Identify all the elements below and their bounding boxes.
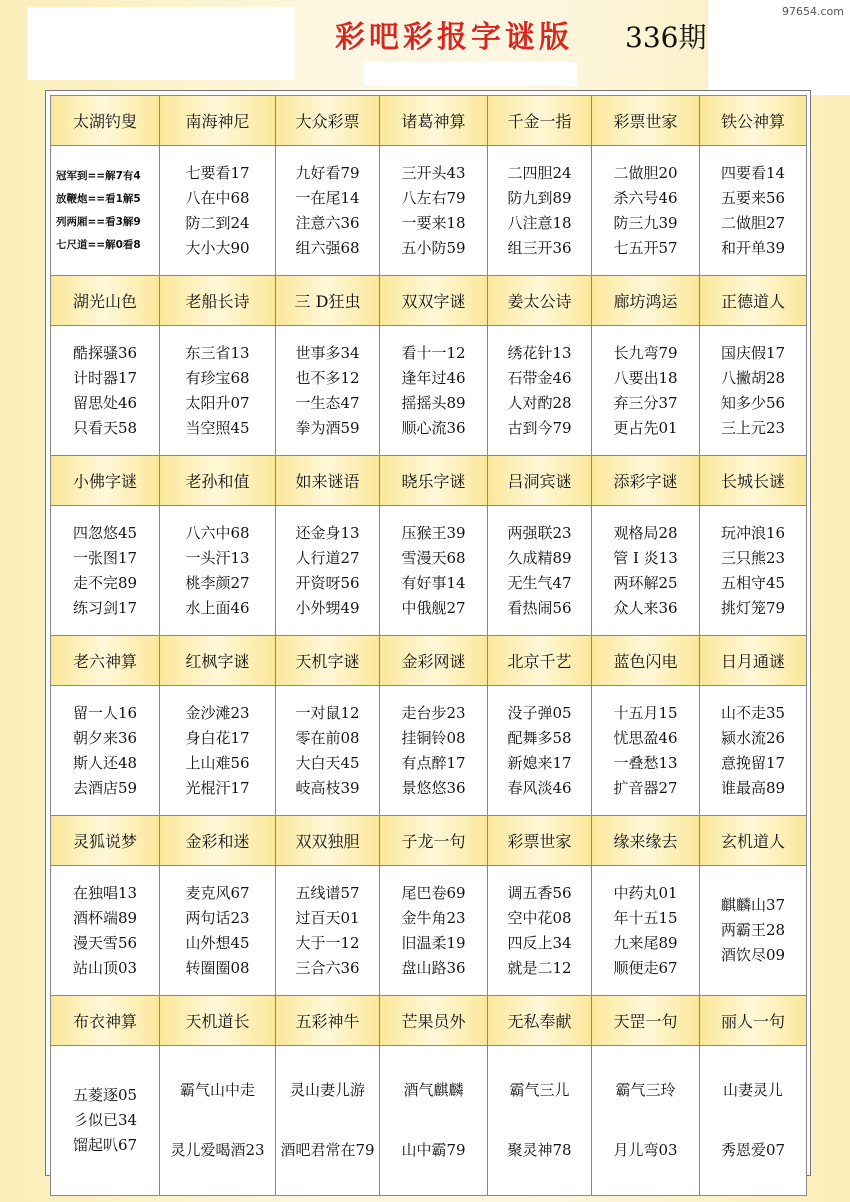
riddle-cell xyxy=(51,326,160,456)
riddle-line: 四要看14 xyxy=(720,163,786,182)
riddle-line: 众人来36 xyxy=(613,598,678,617)
riddle-line: 防二到24 xyxy=(185,213,250,232)
riddle-line: 去酒店59 xyxy=(72,778,138,797)
riddle-line: 拳为酒59 xyxy=(295,418,360,437)
riddle-line: 压猴王39 xyxy=(401,523,466,542)
riddle-cell xyxy=(160,1046,276,1196)
riddle-line: 太阳升07 xyxy=(185,393,250,412)
riddle-line: 在独唱13 xyxy=(72,883,138,902)
column-header: 长城长谜 xyxy=(700,456,807,506)
riddle-line: 弃三分37 xyxy=(613,393,678,412)
riddle-line: 四反上34 xyxy=(507,933,572,952)
riddle-cell xyxy=(700,146,807,276)
column-header: 小佛字谜 xyxy=(51,456,160,506)
riddle-line: 空中花08 xyxy=(507,908,572,927)
riddle-line: 五线谱57 xyxy=(295,883,360,902)
riddle-cell xyxy=(276,1046,380,1196)
blank-panel-center xyxy=(364,62,577,86)
column-header: 灵狐说梦 xyxy=(51,816,160,866)
column-header: 北京千艺 xyxy=(488,636,592,686)
riddle-line: 顺便走67 xyxy=(613,958,678,977)
riddle-line: 水上面46 xyxy=(185,598,250,617)
riddle-line: 扩音器27 xyxy=(613,778,678,797)
column-header: 玄机道人 xyxy=(700,816,807,866)
riddle-line: 谁最高89 xyxy=(720,778,786,797)
riddle-line: 观格局28 xyxy=(613,523,678,542)
column-header: 布衣神算 xyxy=(51,996,160,1046)
riddle-line: 彡似已34 xyxy=(72,1111,138,1129)
column-header: 日月通谜 xyxy=(700,636,807,686)
blank-panel-left xyxy=(27,7,295,80)
riddle-cell xyxy=(488,1046,592,1196)
riddle-line: 意挽留17 xyxy=(720,753,786,772)
riddle-line: 两强联23 xyxy=(507,523,572,542)
riddle-line: 顺心流36 xyxy=(401,418,466,437)
riddle-line: 人行道27 xyxy=(295,548,360,567)
riddle-cell xyxy=(592,146,700,276)
riddle-line: 五相守45 xyxy=(720,573,786,592)
riddle-line: 山中霸79 xyxy=(401,1141,466,1160)
column-header: 诸葛神算 xyxy=(380,96,488,146)
riddle-line: 三开头43 xyxy=(401,163,466,182)
riddle-line: 两霸王28 xyxy=(720,921,786,939)
riddle-line: 组三开36 xyxy=(507,238,572,257)
riddle-cell xyxy=(51,686,160,816)
riddle-line: 秀恩爱07 xyxy=(720,1141,786,1160)
riddle-cell xyxy=(488,866,592,996)
riddle-line: 春风淡46 xyxy=(507,778,572,797)
riddle-line: 金牛角23 xyxy=(401,908,466,927)
riddle-line: 走不完89 xyxy=(72,573,138,592)
riddle-line: 挑灯笼79 xyxy=(720,598,786,617)
riddle-line: 中药丸01 xyxy=(613,883,678,902)
riddle-line: 金沙滩23 xyxy=(185,703,250,722)
column-header: 金彩和迷 xyxy=(160,816,276,866)
riddle-line: 一叠愁13 xyxy=(613,753,678,772)
riddle-line: 八撇胡28 xyxy=(720,368,786,387)
riddle-line: 和开单39 xyxy=(720,238,786,257)
column-header: 如来谜语 xyxy=(276,456,380,506)
riddle-line: 大白天45 xyxy=(295,753,360,772)
riddle-cell xyxy=(700,866,807,996)
riddle-line: 九好看79 xyxy=(295,163,360,182)
column-header: 老孙和值 xyxy=(160,456,276,506)
riddle-line: 组六强68 xyxy=(295,238,360,257)
riddle-line: 杀六号46 xyxy=(613,188,678,207)
riddle-line: 霸气山中走 xyxy=(179,1080,255,1099)
column-header: 天机道长 xyxy=(160,996,276,1046)
riddle-line: 计时器17 xyxy=(72,368,138,387)
riddle-cell xyxy=(276,686,380,816)
riddle-line: 雪漫天68 xyxy=(401,548,466,567)
column-header: 南海神尼 xyxy=(160,96,276,146)
column-header: 五彩神牛 xyxy=(276,996,380,1046)
riddle-line: 灵山妻儿游 xyxy=(289,1080,365,1099)
riddle-line: 看十一12 xyxy=(401,343,466,362)
riddle-cell xyxy=(51,1046,160,1196)
riddle-line: 玩冲浪16 xyxy=(720,523,786,542)
riddle-line: 调五香56 xyxy=(507,883,572,902)
riddle-line: 七五开57 xyxy=(613,238,678,257)
riddle-line: 九来尾89 xyxy=(613,933,678,952)
riddle-cell xyxy=(160,146,276,276)
riddle-line: 石带金46 xyxy=(507,368,572,387)
riddle-line: 东三省13 xyxy=(185,343,250,362)
riddle-line: 山妻灵儿 xyxy=(722,1080,783,1099)
riddle-line: 桃李颜27 xyxy=(185,573,250,592)
riddle-line: 走台步23 xyxy=(401,703,466,722)
riddle-line: 站山顶03 xyxy=(72,958,138,977)
column-header: 天罡一句 xyxy=(592,996,700,1046)
riddle-cell xyxy=(700,686,807,816)
column-header: 太湖钓叟 xyxy=(51,96,160,146)
riddle-cell xyxy=(160,506,276,636)
riddle-line: 更占先01 xyxy=(613,418,678,437)
watermark: 97654.com xyxy=(782,5,844,18)
riddle-line: 二四胆24 xyxy=(507,163,572,182)
riddle-line: 转圈圈08 xyxy=(185,958,250,977)
riddle-line: 酒饮尽09 xyxy=(720,946,786,964)
riddle-line: 酒杯端89 xyxy=(72,908,138,927)
riddle-line: 山外想45 xyxy=(185,933,250,952)
riddle-cell xyxy=(51,866,160,996)
riddle-cell xyxy=(592,686,700,816)
riddle-line: 防九到89 xyxy=(507,188,572,207)
riddle-line: 绣花针13 xyxy=(507,343,572,362)
riddle-line: 尾巴卷69 xyxy=(401,883,466,902)
riddle-line: 八在中68 xyxy=(185,188,250,207)
riddle-line: 月儿弯03 xyxy=(613,1141,678,1160)
riddle-line: 小外甥49 xyxy=(295,598,360,617)
riddle-line: 新媳来17 xyxy=(507,753,572,772)
riddle-line: 古到今79 xyxy=(507,418,572,437)
riddle-line: 二做胆20 xyxy=(613,163,678,182)
riddle-line: 有好事14 xyxy=(401,573,466,592)
riddle-line: 无生气47 xyxy=(507,573,572,592)
riddle-cell xyxy=(160,686,276,816)
riddle-line: 盘山路36 xyxy=(401,958,466,977)
riddle-line: 世事多34 xyxy=(295,343,360,362)
column-header: 双双独胆 xyxy=(276,816,380,866)
column-header: 正德道人 xyxy=(700,276,807,326)
riddle-line: 大于一12 xyxy=(295,933,360,952)
riddle-line: 斯人还48 xyxy=(72,753,138,772)
riddle-line: 岐高枝39 xyxy=(295,778,360,797)
column-header: 添彩字谜 xyxy=(592,456,700,506)
riddle-line: 放鞭炮==看1解5 xyxy=(56,192,141,205)
riddle-line: 三上元23 xyxy=(720,418,786,437)
riddle-cell xyxy=(160,866,276,996)
riddle-line: 只看天58 xyxy=(72,418,138,437)
riddle-line: 摇摇头89 xyxy=(401,393,466,412)
column-header: 金彩网谜 xyxy=(380,636,488,686)
riddle-cell xyxy=(160,326,276,456)
riddle-line: 管 I 炎13 xyxy=(613,548,678,567)
column-header: 老船长诗 xyxy=(160,276,276,326)
riddle-line: 挂铜铃08 xyxy=(401,728,466,747)
riddle-table xyxy=(50,95,807,1196)
riddle-line: 二做胆27 xyxy=(720,213,786,232)
riddle-line: 霸气三儿 xyxy=(509,1080,570,1099)
riddle-cell xyxy=(700,1046,807,1196)
riddle-line: 留思处46 xyxy=(72,393,138,412)
riddle-line: 长九弯79 xyxy=(613,343,678,362)
riddle-line: 逢年过46 xyxy=(401,368,466,387)
column-header: 铁公神算 xyxy=(700,96,807,146)
riddle-line: 留一人16 xyxy=(72,703,138,722)
riddle-line: 八要出18 xyxy=(613,368,678,387)
riddle-line: 大小大90 xyxy=(185,238,250,257)
riddle-line: 五菱逐05 xyxy=(72,1086,138,1104)
page-title: 彩吧彩报字谜版 xyxy=(335,20,573,55)
riddle-line: 零在前08 xyxy=(295,728,360,747)
riddle-line: 麦克风67 xyxy=(185,883,250,902)
riddle-line: 忧思盈46 xyxy=(613,728,678,747)
riddle-line: 一在尾14 xyxy=(295,188,360,207)
riddle-line: 景悠悠36 xyxy=(401,778,466,797)
riddle-cell xyxy=(276,866,380,996)
issue-number: 336期 xyxy=(625,21,707,54)
riddle-line: 霸气三玲 xyxy=(615,1080,676,1099)
riddle-cell xyxy=(592,866,700,996)
riddle-cell xyxy=(700,326,807,456)
column-header: 天机字谜 xyxy=(276,636,380,686)
riddle-line: 酒气麒麟 xyxy=(403,1080,464,1099)
column-header: 三 D狂虫 xyxy=(276,276,380,326)
riddle-line: 没子弹05 xyxy=(507,703,572,722)
riddle-line: 酷探骚36 xyxy=(72,343,138,362)
riddle-cell xyxy=(380,146,488,276)
column-header: 廊坊鸿运 xyxy=(592,276,700,326)
riddle-line: 防三九39 xyxy=(613,213,678,232)
riddle-line: 五小防59 xyxy=(401,238,466,257)
riddle-line: 朝夕来36 xyxy=(72,728,138,747)
riddle-line: 过百天01 xyxy=(295,908,360,927)
riddle-line: 八六中68 xyxy=(185,523,250,542)
riddle-line: 一生态47 xyxy=(295,393,360,412)
riddle-line: 颍水流26 xyxy=(720,728,786,747)
riddle-cell xyxy=(380,866,488,996)
riddle-line: 光棍汗17 xyxy=(185,778,250,797)
column-header: 彩票世家 xyxy=(488,816,592,866)
riddle-line: 年十五15 xyxy=(613,908,678,927)
column-header: 芒果员外 xyxy=(380,996,488,1046)
column-header: 晓乐字谜 xyxy=(380,456,488,506)
column-header: 红枫字谜 xyxy=(160,636,276,686)
column-header: 缘来缘去 xyxy=(592,816,700,866)
riddle-line: 酒吧君常在79 xyxy=(280,1141,375,1160)
riddle-line: 国庆假17 xyxy=(720,343,786,362)
riddle-line: 山不走35 xyxy=(720,703,786,722)
riddle-line: 中俄舰27 xyxy=(401,598,466,617)
riddle-cell xyxy=(592,1046,700,1196)
riddle-line: 冠军到==解7有4 xyxy=(56,169,141,182)
riddle-line: 一要来18 xyxy=(401,213,466,232)
column-header: 姜太公诗 xyxy=(488,276,592,326)
riddle-line: 三只熊23 xyxy=(720,548,786,567)
riddle-line: 五要来56 xyxy=(720,188,786,207)
riddle-line: 八左右79 xyxy=(401,188,466,207)
riddle-line: 练习剑17 xyxy=(72,598,138,617)
riddle-line: 开资呀56 xyxy=(295,573,360,592)
riddle-line: 十五月15 xyxy=(613,703,678,722)
riddle-line: 四忽悠45 xyxy=(72,523,138,542)
column-header: 大众彩票 xyxy=(276,96,380,146)
riddle-line: 一张图17 xyxy=(72,548,138,567)
riddle-line: 就是二12 xyxy=(507,958,572,977)
riddle-line: 七要看17 xyxy=(185,163,250,182)
riddle-cell xyxy=(700,506,807,636)
column-header: 吕洞宾谜 xyxy=(488,456,592,506)
riddle-line: 两句话23 xyxy=(185,908,250,927)
column-header: 丽人一句 xyxy=(700,996,807,1046)
riddle-cell xyxy=(276,506,380,636)
riddle-line: 聚灵神78 xyxy=(507,1141,572,1160)
riddle-line: 上山难56 xyxy=(185,753,250,772)
riddle-line: 有点醉17 xyxy=(401,753,466,772)
riddle-line: 当空照45 xyxy=(185,418,250,437)
riddle-cell xyxy=(276,326,380,456)
riddle-cell xyxy=(488,326,592,456)
riddle-line: 灵儿爱喝酒23 xyxy=(170,1141,265,1160)
riddle-cell xyxy=(592,506,700,636)
riddle-cell xyxy=(276,146,380,276)
riddle-line: 注意六36 xyxy=(295,213,360,232)
riddle-line: 人对酌28 xyxy=(507,393,572,412)
column-header: 蓝色闪电 xyxy=(592,636,700,686)
column-header: 双双字谜 xyxy=(380,276,488,326)
riddle-line: 有珍宝68 xyxy=(185,368,250,387)
riddle-cell xyxy=(51,146,160,276)
riddle-line: 知多少56 xyxy=(720,393,786,412)
column-header: 老六神算 xyxy=(51,636,160,686)
riddle-line: 漫天雪56 xyxy=(72,933,138,952)
riddle-cell xyxy=(51,506,160,636)
riddle-line: 还金身13 xyxy=(295,523,360,542)
riddle-cell xyxy=(380,326,488,456)
column-header: 千金一指 xyxy=(488,96,592,146)
riddle-line: 馏起叭67 xyxy=(72,1136,138,1154)
riddle-line: 配舞多58 xyxy=(507,728,572,747)
column-header: 湖光山色 xyxy=(51,276,160,326)
riddle-line: 列两厢==看3解9 xyxy=(56,215,141,228)
riddle-line: 两环解25 xyxy=(613,573,678,592)
riddle-line: 八注意18 xyxy=(507,213,572,232)
riddle-line: 一头汗13 xyxy=(185,548,250,567)
riddle-line: 身白花17 xyxy=(185,728,250,747)
riddle-line: 一对鼠12 xyxy=(295,703,360,722)
column-header: 无私奉献 xyxy=(488,996,592,1046)
riddle-line: 久成精89 xyxy=(507,548,572,567)
column-header: 彩票世家 xyxy=(592,96,700,146)
riddle-cell xyxy=(380,686,488,816)
riddle-line: 七尺道==解0看8 xyxy=(56,238,141,251)
riddle-line: 也不多12 xyxy=(295,368,360,387)
riddle-line: 麒麟山37 xyxy=(720,896,786,914)
riddle-cell xyxy=(488,686,592,816)
riddle-cell xyxy=(380,506,488,636)
column-header: 子龙一句 xyxy=(380,816,488,866)
riddle-cell xyxy=(592,326,700,456)
riddle-cell xyxy=(380,1046,488,1196)
riddle-line: 看热闹56 xyxy=(507,598,572,617)
riddle-cell xyxy=(488,146,592,276)
riddle-line: 旧温柔19 xyxy=(401,933,466,952)
riddle-cell xyxy=(488,506,592,636)
riddle-line: 三合六36 xyxy=(295,958,360,977)
